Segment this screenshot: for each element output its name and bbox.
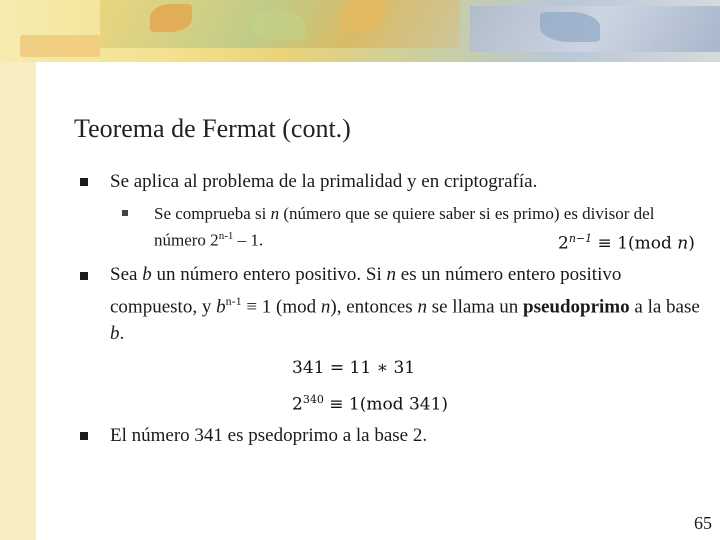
bullet-marker xyxy=(80,272,88,280)
leaf-shape xyxy=(540,12,600,42)
bullet-text-1: Se aplica al problema de la primalidad y en criptografía. xyxy=(110,171,538,192)
bullet-text-2: Sea b un número entero positivo. Si n es un número entero positivo compuesto, y $b^{n-1} \equiv 1$ (mod n), entonces n se llama un pseudoprimo a la base b. xyxy=(110,264,700,345)
sub-bullet-text: Se comprueba si n (número que se quiere saber si es primo) es divisor del número 2$^{n-1}$ – 1. xyxy=(154,204,655,250)
factorization-formula: 341 = 11 ∗ 31 xyxy=(292,358,416,378)
left-decorative-strip xyxy=(0,62,36,540)
leaf-shape xyxy=(340,0,385,30)
sub-bullet-marker xyxy=(122,210,128,216)
pseudoprime-congruence-formula: $2^{340} \equiv 1(mod$ 341) xyxy=(292,393,449,415)
bullet-marker xyxy=(80,432,88,440)
slide-title: Teorema de Fermat (cont.) xyxy=(74,114,351,143)
leaf-shape xyxy=(20,35,100,57)
leaf-shape xyxy=(150,4,192,32)
decorative-leaf-banner xyxy=(0,0,720,62)
bullet-text-3: El número 341 es psedoprimo a la base 2. xyxy=(110,425,428,446)
bullet-marker xyxy=(80,178,88,186)
page-number: 65 xyxy=(694,513,712,533)
leaf-shape xyxy=(250,10,305,40)
fermat-congruence-formula: $2^{n-1} \equiv 1(mod$ n) xyxy=(558,232,695,254)
